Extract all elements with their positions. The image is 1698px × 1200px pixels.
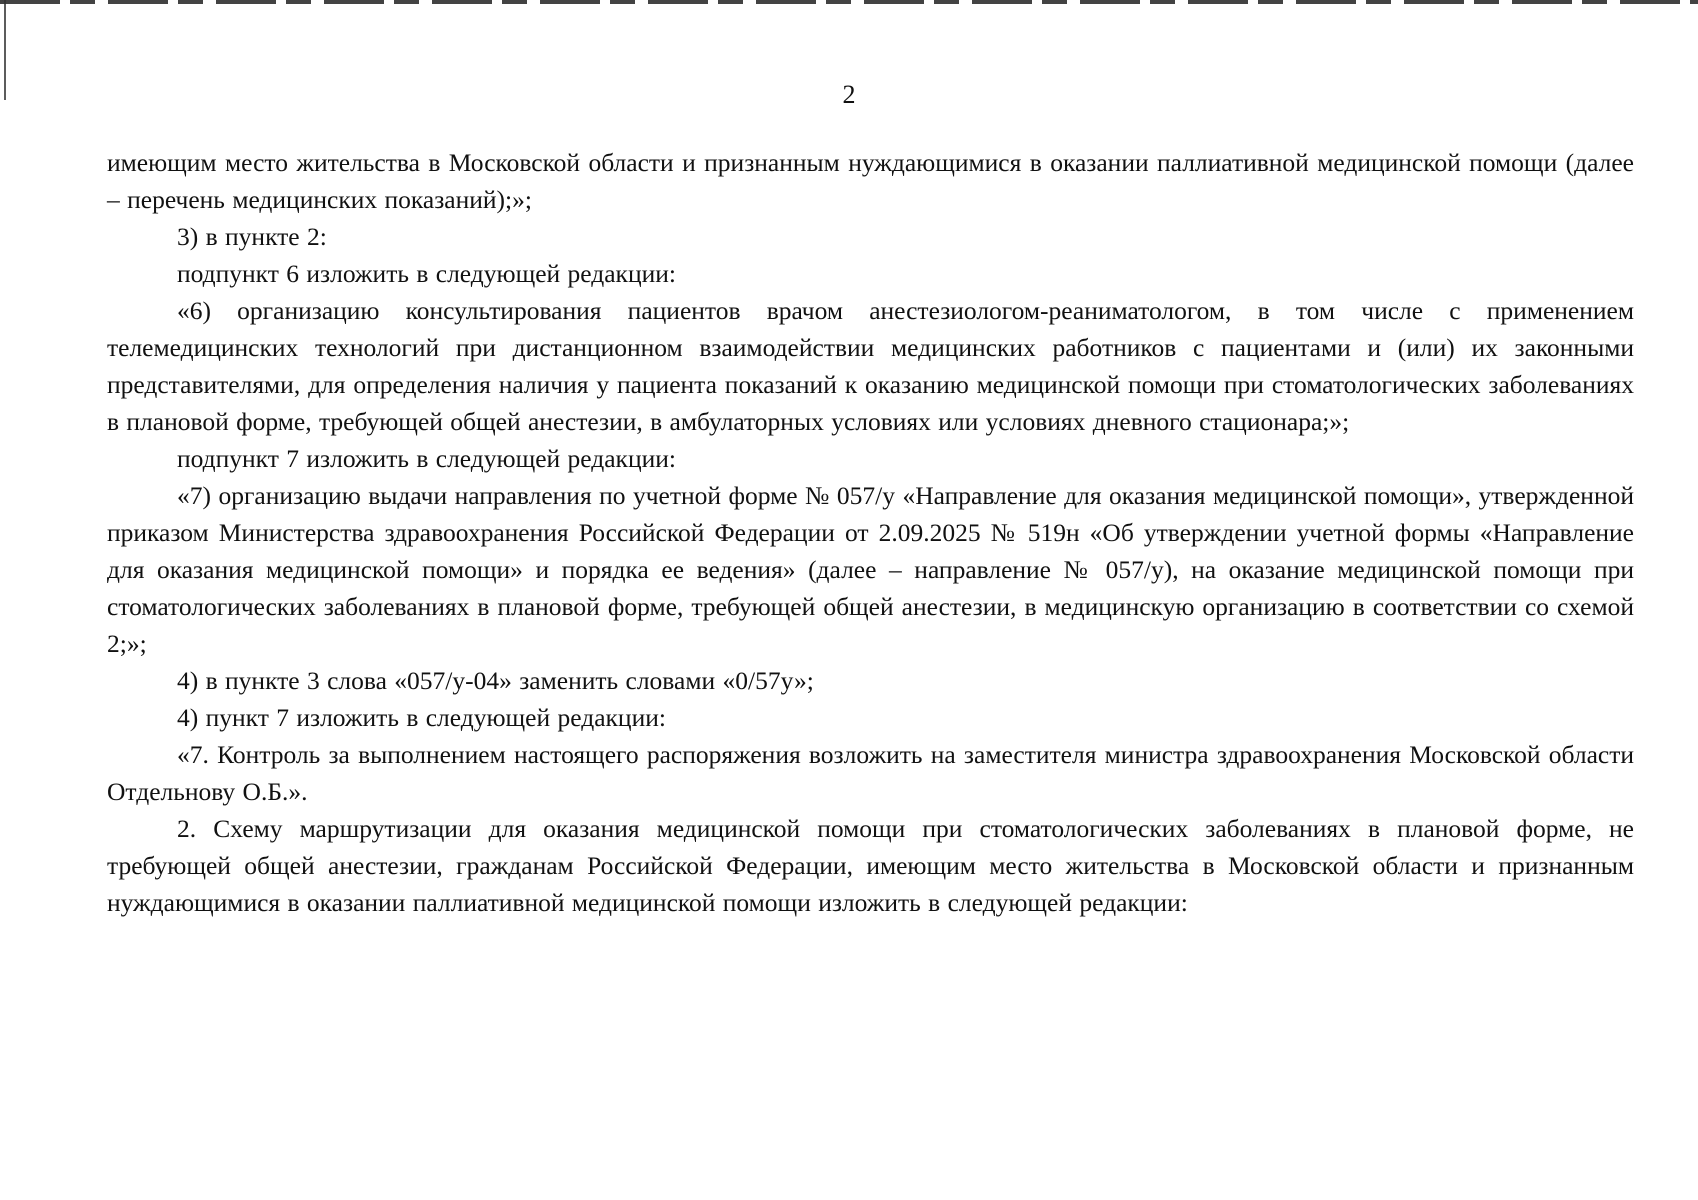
paragraph-3: подпункт 6 изложить в следующей редакции: xyxy=(177,259,676,288)
scan-edge-artifact xyxy=(0,0,1698,4)
paragraph-2: 3) в пункте 2: xyxy=(177,222,327,251)
paragraph-7: 4) в пункте 3 слова «057/у-04» заменить словами «0/57у»; xyxy=(177,666,814,695)
paragraph-4: «6) организацию консультирования пациентов врачом анестезиологом-реаниматологом, в том числе с применением телемедицинских технологий при дистанционном взаимодействии медицинских работников с пациентами и (или) их законными представителями, для определения наличия у пациента показаний к оказанию медицинской помощи при стоматологических заболеваниях в плановой форме, требующей общей анестезии, в амбулаторных условиях или условиях дневного стационара;»; xyxy=(107,296,1634,436)
paragraph-1: имеющим место жительства в Московской области и признанным нуждающимися в оказании паллиативной медицинской помощи (далее – перечень медицинских показаний);»; xyxy=(107,148,1634,214)
paragraph-8: 4) пункт 7 изложить в следующей редакции: xyxy=(177,703,666,732)
page-number: 2 xyxy=(842,80,856,109)
paragraph-10: 2. Схему маршрутизации для оказания медицинской помощи при стоматологических заболеваниях в плановой форме, не требующей общей анестезии, гражданам Российской Федерации, имеющим место жительства в Московской области и признанным нуждающимися в оказании паллиативной медицинской помощи изложить в следующей редакции: xyxy=(107,814,1634,917)
document-body xyxy=(107,144,1634,921)
paragraph-9: «7. Контроль за выполнением настоящего распоряжения возложить на заместителя министра здравоохранения Московской области Отдельнову О.Б.». xyxy=(107,740,1634,806)
paragraph-6: «7) организацию выдачи направления по учетной форме № 057/у «Направление для оказания медицинской помощи», утвержденной приказом Министерства здравоохранения Российской Федерации от 2.09.2025 № 519н «Об утверждении учетной формы «Направление для оказания медицинской помощи» и порядка ее ведения» (далее – направление № 057/у), на оказание медицинской помощи при стоматологических заболеваниях в плановой форме, требующей общей анестезии, в медицинскую организацию в соответствии со схемой 2;»; xyxy=(107,481,1634,658)
paragraph-5: подпункт 7 изложить в следующей редакции: xyxy=(177,444,676,473)
